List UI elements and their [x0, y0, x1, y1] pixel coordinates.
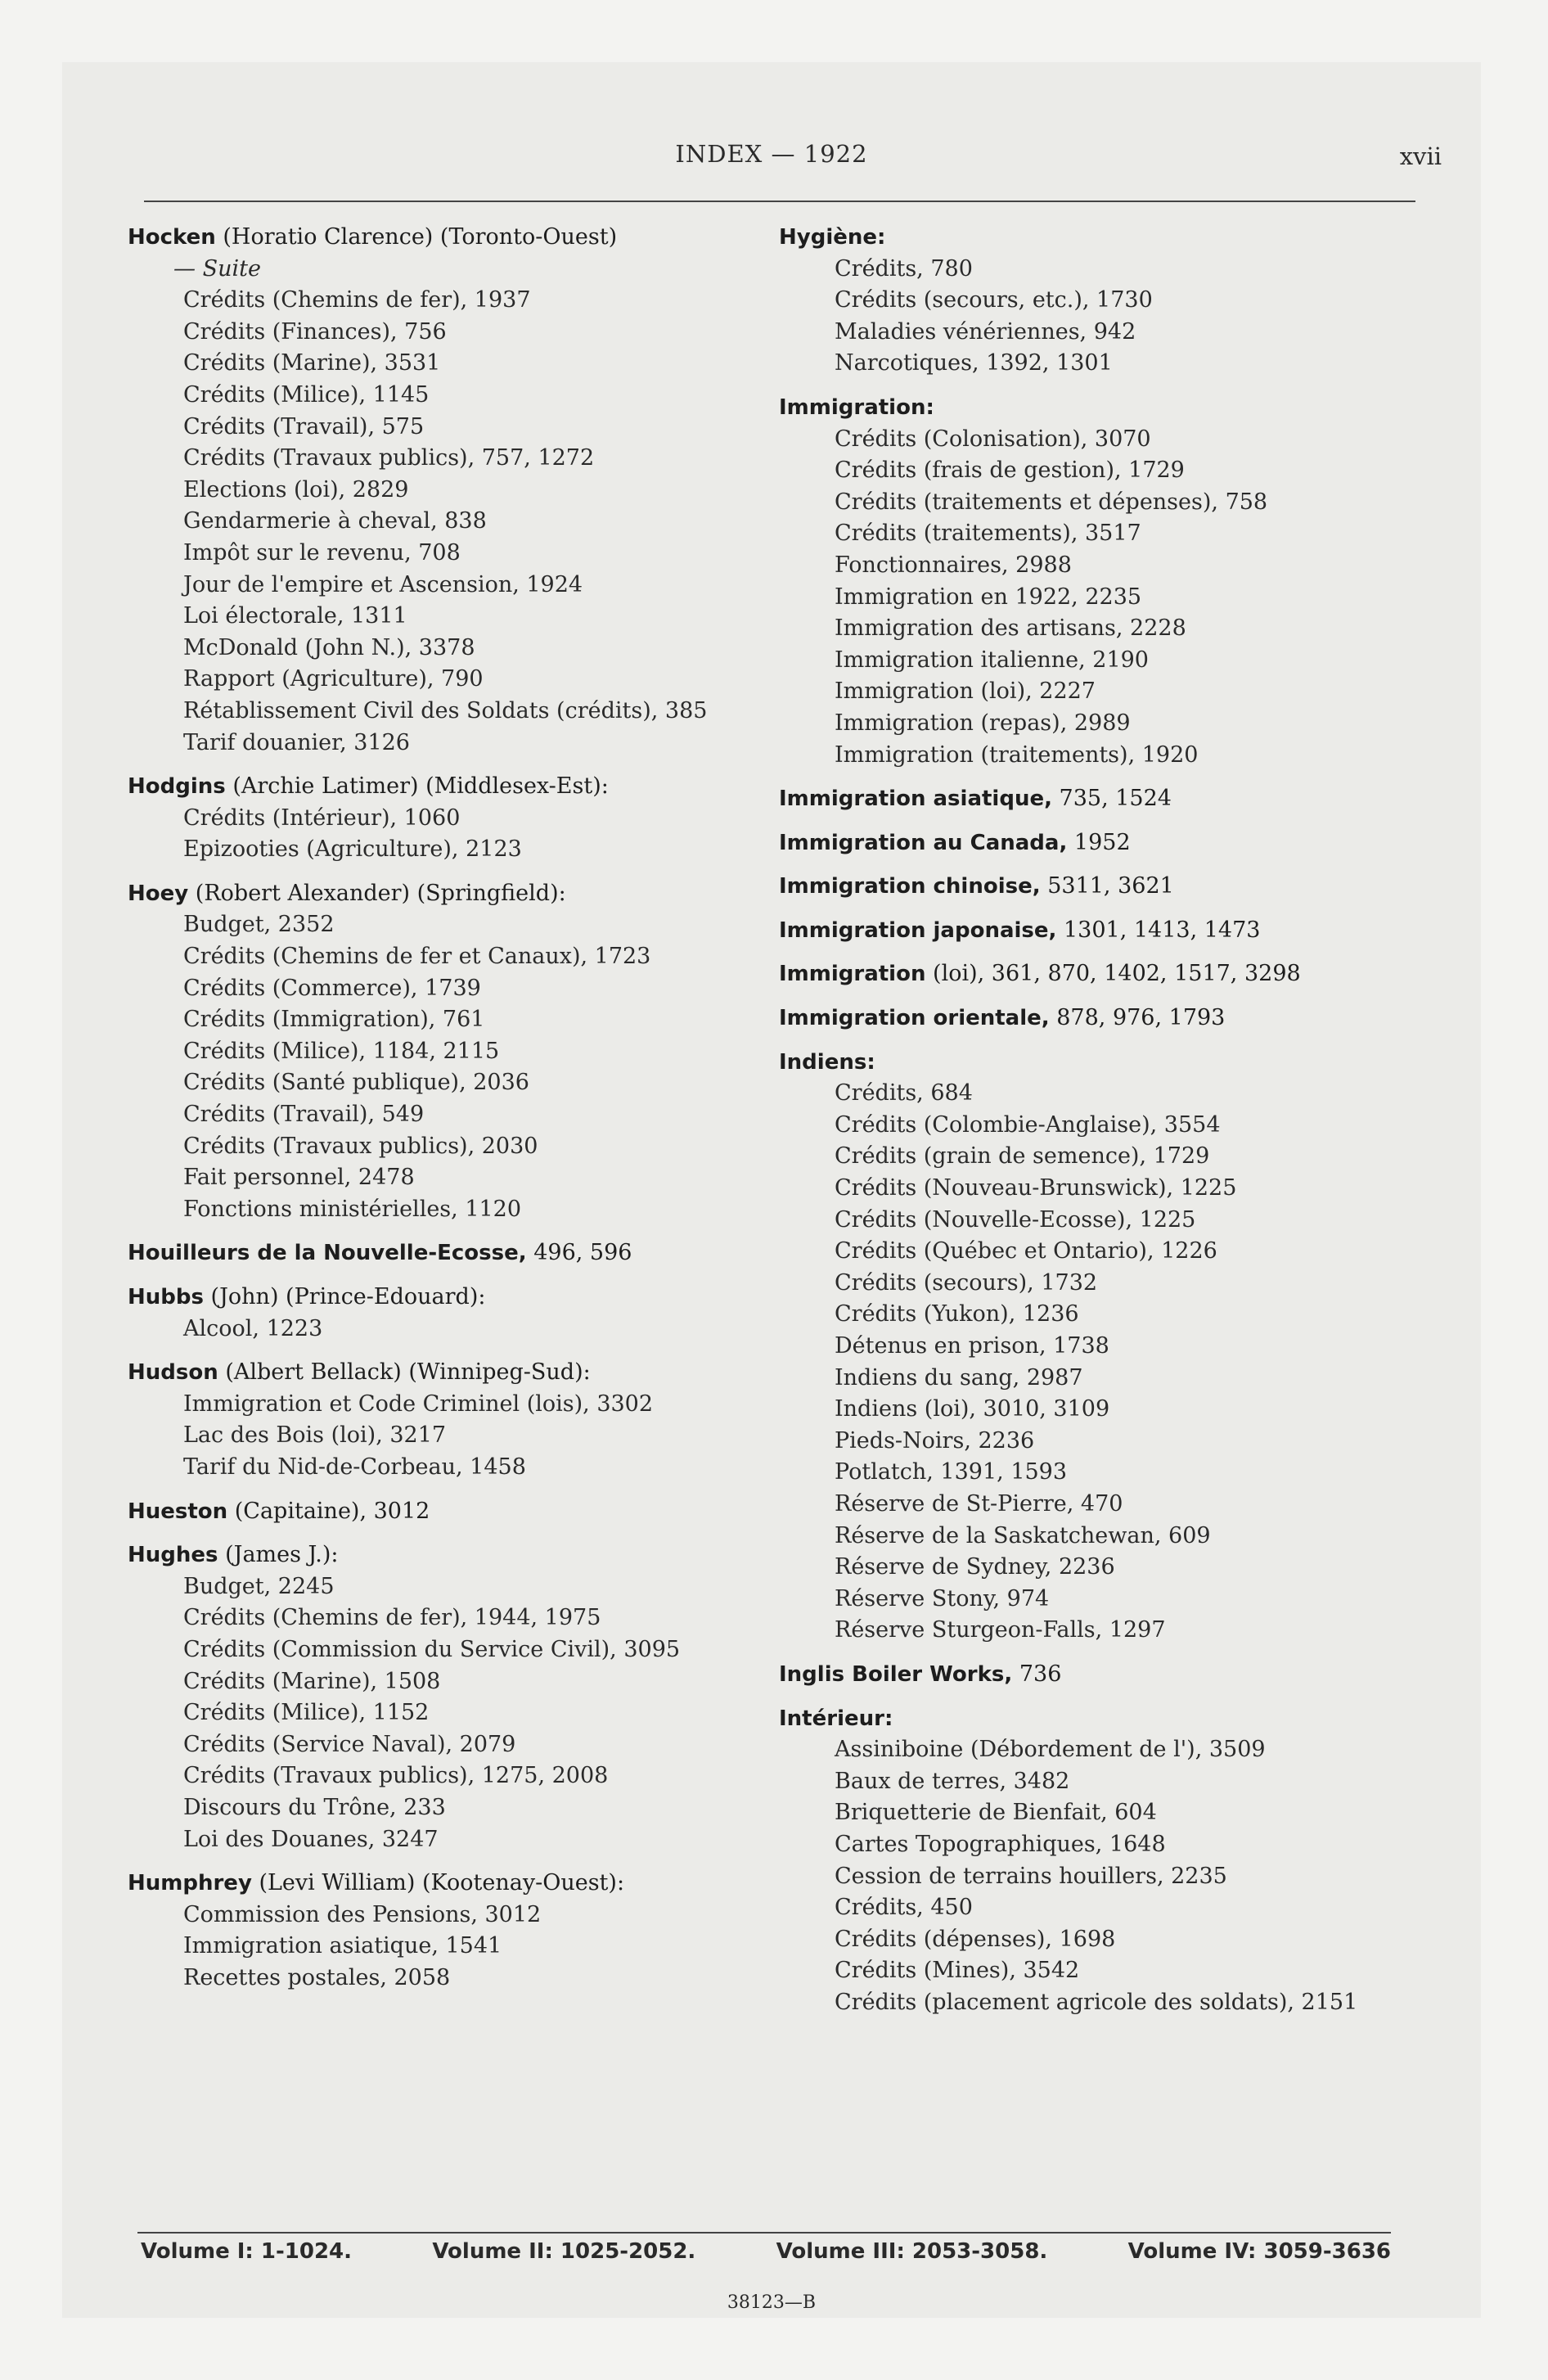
entry-subitem: Gendarmerie à cheval, 838 [183, 508, 487, 534]
entry-heading-name: Hodgins [128, 774, 226, 800]
entry-subitem: Crédits (grain de semence), 1729 [835, 1143, 1210, 1170]
volume-1: Volume I: 1-1024. [141, 2239, 353, 2264]
entry-subitem: Baux de terres, 3482 [835, 1768, 1070, 1794]
entry-subitem: Rétablissement Civil des Soldats (crédits), 385 [183, 697, 708, 723]
entry-subitem: Immigration (repas), 2989 [835, 710, 1131, 736]
entry-subitem: Réserve de la Saskatchewan, 609 [835, 1522, 1211, 1548]
entry-subitem: Crédits (Intérieur), 1060 [183, 805, 461, 831]
entry-heading-name: Immigration japonaise, [779, 917, 1057, 943]
entry-heading-name: Immigration chinoise, [779, 874, 1041, 899]
entry-subitem: Crédits (Nouvelle-Ecosse), 1225 [835, 1206, 1196, 1233]
entry-subitem: Crédits (traitements), 3517 [835, 521, 1141, 547]
entry-subitem: Cession de terrains houillers, 2235 [835, 1863, 1227, 1889]
entry-subitem: Pieds-Noirs, 2236 [835, 1427, 1035, 1454]
entry-subitem: Indiens (loi), 3010, 3109 [835, 1396, 1110, 1422]
entry-subitem: Assiniboine (Débordement de l'), 3509 [835, 1737, 1266, 1763]
entry-heading [779, 1003, 1425, 1034]
index-entry [779, 1003, 1425, 1034]
entry-subitem: Crédits (Marine), 1508 [183, 1668, 441, 1694]
entry-subitem: Détenus en prison, 1738 [835, 1333, 1109, 1359]
entry-heading [128, 1496, 758, 1528]
entry-subitem: Recettes postales, 2058 [183, 1964, 451, 1990]
entry-subitem: Fait personnel, 2478 [183, 1165, 415, 1191]
entry-heading-detail: 1952 [1067, 829, 1131, 855]
left-column [128, 222, 758, 2006]
entry-subitem: Réserve de St-Pierre, 470 [835, 1490, 1123, 1517]
entry-subitem: Tarif douanier, 3126 [183, 729, 410, 755]
entry-subitem: Immigration en 1922, 2235 [835, 584, 1142, 610]
entry-heading [128, 878, 758, 910]
entry-subitem: Impôt sur le revenu, 708 [183, 539, 461, 566]
entry-subitem: Crédits (Chemins de fer), 1937 [183, 287, 531, 313]
entry-subitem: Tarif du Nid-de-Corbeau, 1458 [183, 1454, 526, 1480]
entry-subitem: Fonctions ministérielles, 1120 [183, 1196, 522, 1222]
entry-subitem: Crédits (Travail), 575 [183, 413, 425, 439]
entry-subitem: Crédits (secours), 1732 [835, 1269, 1098, 1296]
entry-subitem: Alcool, 1223 [183, 1315, 323, 1341]
entry-heading [128, 771, 758, 803]
entry-heading-name: Intérieur: [779, 1706, 893, 1731]
entry-subitem: Crédits (dépenses), 1698 [835, 1926, 1116, 1952]
index-entry [128, 1539, 758, 1855]
index-entry [128, 771, 758, 866]
entry-subitem: Commission des Pensions, 3012 [183, 1901, 542, 1927]
entry-heading [779, 783, 1425, 815]
page-number: xvii [1399, 142, 1442, 170]
entry-subitem: Crédits (Milice), 1184, 2115 [183, 1038, 500, 1064]
entry-heading-name: Hughes [128, 1543, 218, 1568]
entry-heading [779, 222, 1425, 254]
entry-heading [779, 1703, 1425, 1735]
index-entry [779, 958, 1425, 990]
entry-heading-name: Hoey [128, 881, 189, 906]
entry-subitem: Rapport (Agriculture), 790 [183, 666, 484, 692]
header-rule [144, 201, 1415, 202]
entry-subitem: Crédits (Chemins de fer et Canaux), 1723 [183, 944, 651, 970]
entry-subitem: Discours du Trône, 233 [183, 1794, 446, 1820]
entry-subitem: Immigration et Code Criminel (lois), 3302 [183, 1391, 654, 1417]
right-column [779, 222, 1425, 2031]
entry-heading-name: Immigration au Canada, [779, 830, 1068, 855]
entry-subitem: Crédits (placement agricole des soldats), 2151 [835, 1989, 1358, 2015]
entry-subitem: Cartes Topographiques, 1648 [835, 1831, 1166, 1857]
entry-subitem: Jour de l'empire et Ascension, 1924 [183, 571, 583, 597]
index-entry [128, 1868, 758, 1994]
entry-subitem: Crédits (Yukon), 1236 [835, 1301, 1079, 1327]
entry-heading-detail: (Capitaine), 3012 [227, 1498, 430, 1524]
index-page [62, 62, 1481, 2318]
entry-heading [779, 958, 1425, 990]
entry-subitem: Epizooties (Agriculture), 2123 [183, 836, 522, 863]
entry-heading-name: Hudson [128, 1360, 218, 1386]
entry-heading-name: Inglis Boiler Works, [779, 1661, 1013, 1687]
volume-4: Volume IV: 3059-3636 [1127, 2239, 1391, 2264]
entry-subitem: Fonctionnaires, 2988 [835, 552, 1072, 578]
entry-heading-detail: (James J.): [218, 1542, 339, 1568]
entry-subitem: Crédits (Québec et Ontario), 1226 [835, 1238, 1217, 1264]
volume-2: Volume II: 1025-2052. [432, 2239, 696, 2264]
entry-heading-detail: (Robert Alexander) (Springfield): [188, 880, 566, 906]
entry-heading-name: Houilleurs de la Nouvelle-Ecosse, [128, 1241, 527, 1266]
entry-heading-detail: (Archie Latimer) (Middlesex-Est): [225, 773, 609, 800]
index-entry [779, 1703, 1425, 2019]
entry-subitem: Crédits (Mines), 3542 [835, 1958, 1080, 1984]
index-entry [779, 783, 1425, 815]
entry-subitem: Budget, 2245 [183, 1573, 335, 1599]
entry-subitem: Crédits (Travail), 549 [183, 1102, 425, 1128]
index-entry [128, 1357, 758, 1483]
entry-heading-name: Hubbs [128, 1285, 204, 1309]
entry-subitem: Immigration (loi), 2227 [835, 678, 1096, 705]
entry-subitem: Crédits (Santé publique), 2036 [183, 1070, 529, 1096]
entry-subitem: Crédits (Chemins de fer), 1944, 1975 [183, 1605, 601, 1631]
entry-heading [128, 222, 758, 254]
entry-subitem: Immigration (traitements), 1920 [835, 741, 1199, 768]
entry-continued: — Suite [173, 255, 261, 282]
entry-heading-name: Immigration: [779, 394, 934, 420]
entry-subitem: Crédits (Travaux publics), 2030 [183, 1133, 538, 1159]
entry-subitem: Réserve Stony, 974 [835, 1585, 1050, 1611]
entry-heading [779, 915, 1425, 947]
entry-heading-name: Immigration asiatique, [779, 787, 1052, 812]
entry-subitem: Immigration italienne, 2190 [835, 647, 1149, 673]
entry-heading [779, 1047, 1425, 1079]
volume-ranges [141, 2239, 1391, 2264]
entry-heading-detail: 5311, 3621 [1040, 873, 1174, 899]
entry-subitem: Crédits (traitements et dépenses), 758 [835, 489, 1268, 515]
entry-heading-name: Hueston [128, 1499, 228, 1524]
entry-heading-name: Hocken [128, 225, 216, 250]
entry-subitem: Maladies vénériennes, 942 [835, 318, 1136, 345]
footer-rule [137, 2232, 1391, 2234]
entry-heading-detail: (Albert Bellack) (Winnipeg-Sud): [218, 1359, 591, 1386]
index-entry [779, 871, 1425, 903]
entry-heading-name: Humphrey [128, 1871, 252, 1896]
entry-subitem: Potlatch, 1391, 1593 [835, 1459, 1068, 1485]
entry-heading [128, 1282, 758, 1314]
index-entry [779, 1047, 1425, 1647]
entry-subitem: Immigration asiatique, 1541 [183, 1933, 502, 1959]
entry-heading-name: Immigration orientale, [779, 1006, 1050, 1031]
entry-subitem: Indiens du sang, 2987 [835, 1364, 1083, 1391]
entry-subitem: Crédits (Colombie-Anglaise), 3554 [835, 1111, 1221, 1138]
entry-subitem: Réserve Sturgeon-Falls, 1297 [835, 1617, 1166, 1643]
entry-heading [779, 871, 1425, 903]
entry-subitem: Lac des Bois (loi), 3217 [183, 1422, 447, 1449]
entry-heading [128, 1357, 758, 1389]
index-entry [128, 1237, 758, 1269]
entry-heading-detail: (loi), 361, 870, 1402, 1517, 3298 [925, 961, 1301, 987]
entry-subitem: Réserve de Sydney, 2236 [835, 1554, 1115, 1580]
index-entry [779, 827, 1425, 859]
index-entry [128, 878, 758, 1226]
index-entry [128, 222, 758, 759]
entry-subitem: Crédits (Immigration), 761 [183, 1007, 485, 1033]
running-head: INDEX — 1922 [675, 140, 868, 168]
entry-heading-name: Hygiène: [779, 225, 886, 250]
print-code: 38123—B [727, 2292, 817, 2313]
entry-heading-detail: 736 [1012, 1661, 1062, 1687]
entry-subitem: Crédits (Commission du Service Civil), 3095 [183, 1636, 681, 1662]
entry-subitem: Crédits, 684 [835, 1080, 973, 1107]
index-entry [779, 915, 1425, 947]
volume-3: Volume III: 2053-3058. [776, 2239, 1048, 2264]
entry-subitem: Crédits (Travaux publics), 1275, 2008 [183, 1763, 609, 1789]
entry-heading [779, 827, 1425, 859]
entry-subitem: Budget, 2352 [183, 912, 335, 938]
entry-subitem: Crédits (Service Naval), 2079 [183, 1731, 516, 1757]
entry-heading-detail: 1301, 1413, 1473 [1056, 917, 1261, 943]
entry-subitem: Crédits, 780 [835, 255, 973, 282]
entry-heading-detail: (Levi William) (Kootenay-Ouest): [251, 1870, 625, 1896]
entry-heading-name: Immigration [779, 962, 926, 987]
entry-subitem: Briquetterie de Bienfait, 604 [835, 1800, 1157, 1826]
index-entry [128, 1496, 758, 1528]
entry-heading-detail: (John) (Prince-Edouard): [203, 1284, 486, 1309]
entry-heading [779, 1659, 1425, 1691]
entry-heading-detail: 878, 976, 1793 [1049, 1005, 1226, 1031]
entry-subitem: Crédits (Nouveau-Brunswick), 1225 [835, 1175, 1237, 1201]
entry-subitem: Crédits (Travaux publics), 757, 1272 [183, 445, 595, 471]
entry-subitem: McDonald (John N.), 3378 [183, 634, 475, 660]
entry-subitem: Loi électorale, 1311 [183, 603, 407, 629]
entry-subitem: Crédits (Marine), 3531 [183, 350, 441, 376]
entry-subitem: Elections (loi), 2829 [183, 476, 409, 503]
entry-heading-detail: 496, 596 [526, 1240, 632, 1266]
entry-subitem: Crédits (Milice), 1145 [183, 381, 430, 408]
entry-subitem: Loi des Douanes, 3247 [183, 1826, 439, 1852]
entry-heading-name: Indiens: [779, 1049, 875, 1075]
entry-subitem: Crédits, 450 [835, 1895, 973, 1921]
entry-heading-detail: 735, 1524 [1051, 786, 1172, 812]
entry-heading [779, 392, 1425, 424]
entry-heading-detail: (Horatio Clarence) (Toronto-Ouest) [215, 224, 618, 250]
entry-subitem: Crédits (Commerce), 1739 [183, 975, 481, 1001]
entry-subitem: Immigration des artisans, 2228 [835, 615, 1186, 642]
entry-subitem: Crédits (Finances), 756 [183, 318, 447, 345]
entry-subitem: Narcotiques, 1392, 1301 [835, 350, 1113, 376]
index-entry [779, 222, 1425, 380]
entry-subitem: Crédits (Milice), 1152 [183, 1700, 430, 1726]
index-entry [779, 392, 1425, 771]
entry-heading [128, 1539, 758, 1571]
index-entry [128, 1282, 758, 1345]
index-entry [779, 1659, 1425, 1691]
entry-heading [128, 1237, 758, 1269]
entry-subitem: Crédits (frais de gestion), 1729 [835, 458, 1185, 484]
entry-subitem: Crédits (secours, etc.), 1730 [835, 287, 1153, 313]
entry-heading [128, 1868, 758, 1900]
entry-subitem: Crédits (Colonisation), 3070 [835, 426, 1151, 452]
